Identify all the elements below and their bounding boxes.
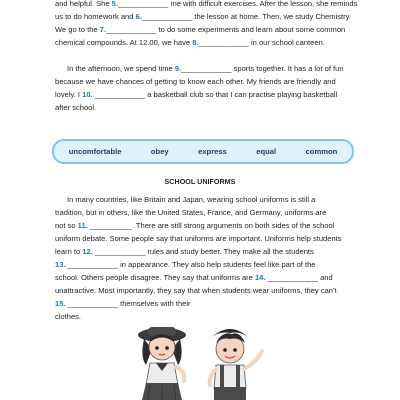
school-children-illustration	[130, 325, 275, 400]
blank-6[interactable]: ____________	[141, 12, 193, 21]
blank-12[interactable]: ____________	[94, 247, 146, 256]
question-number-11: 11.	[77, 221, 88, 230]
blank-11[interactable]: __________.	[89, 221, 134, 230]
section-heading: SCHOOL UNIFORMS	[164, 177, 236, 186]
question-number-6: 6.	[135, 12, 142, 21]
blank-9[interactable]: ____________	[181, 64, 232, 73]
word-box-item: express	[198, 147, 227, 156]
girl-icon	[138, 327, 186, 400]
paragraph-2: In the afternoon, we spend time 9.____________ sports together. It has a lot of fun because we have chances of getting to know each other. My friends are friendly and lovely. I 10. ____________ a basketball club so that I can practise playing basketball after school.	[55, 64, 344, 112]
question-number-7: 7.	[99, 25, 107, 34]
question-number-5: 5.	[111, 0, 118, 8]
question-number-15: 15.	[55, 299, 66, 308]
blank-10[interactable]: ____________	[94, 90, 146, 99]
question-number-12: 12.	[82, 247, 93, 256]
word-box-item: obey	[150, 147, 169, 156]
blank-7[interactable]: ____________	[106, 25, 157, 34]
boy-icon	[210, 329, 262, 400]
word-box-item: common	[305, 147, 338, 156]
word-box-item: equal	[256, 147, 277, 156]
paragraph-1: and helpful. She 5.____________ me with difficult exercises. After the lesson, she reminds us to do homework and 6.____________ the lesson at home. Then, we study Chemistry. We go to the 7.____________ to do some experiments and learn about some common chemical compounds. At 12.00, we have 8.____________ in our school canteen.	[55, 0, 358, 47]
paragraph-3: In many countries, like Britain and Japan, wearing school uniforms is still a tradition, but in others, like the United States, France, and Germany, uniforms are not so 11. __________. There are still strong arguments on both sides of the school uniform debate. Some people say that uniforms are important. Uniforms help students learn to 12. ____________ rules and study better. They make all the students 13. ____________ in appearance. They also help students feel like part of the school. Others people disagree. They say that uniforms are 14. ____________ and unattractive. Most importantly, they say that when students wear uniforms, they can’t 15. ____________ themselves with their clothes.	[55, 195, 342, 321]
question-number-8: 8.	[192, 38, 199, 47]
blank-14[interactable]: ____________	[267, 273, 318, 282]
blank-8[interactable]: ____________	[198, 38, 249, 47]
blank-13[interactable]: ____________	[67, 260, 118, 269]
blank-15[interactable]: ____________	[67, 299, 118, 308]
question-number-13: 13.	[55, 260, 66, 269]
question-number-9: 9.	[174, 64, 182, 73]
question-number-10: 10.	[82, 90, 93, 99]
word-box-item: uncomfortable	[68, 147, 122, 156]
blank-5[interactable]: ____________	[117, 0, 169, 8]
word-box	[52, 139, 354, 164]
question-number-14: 14.	[254, 273, 266, 282]
